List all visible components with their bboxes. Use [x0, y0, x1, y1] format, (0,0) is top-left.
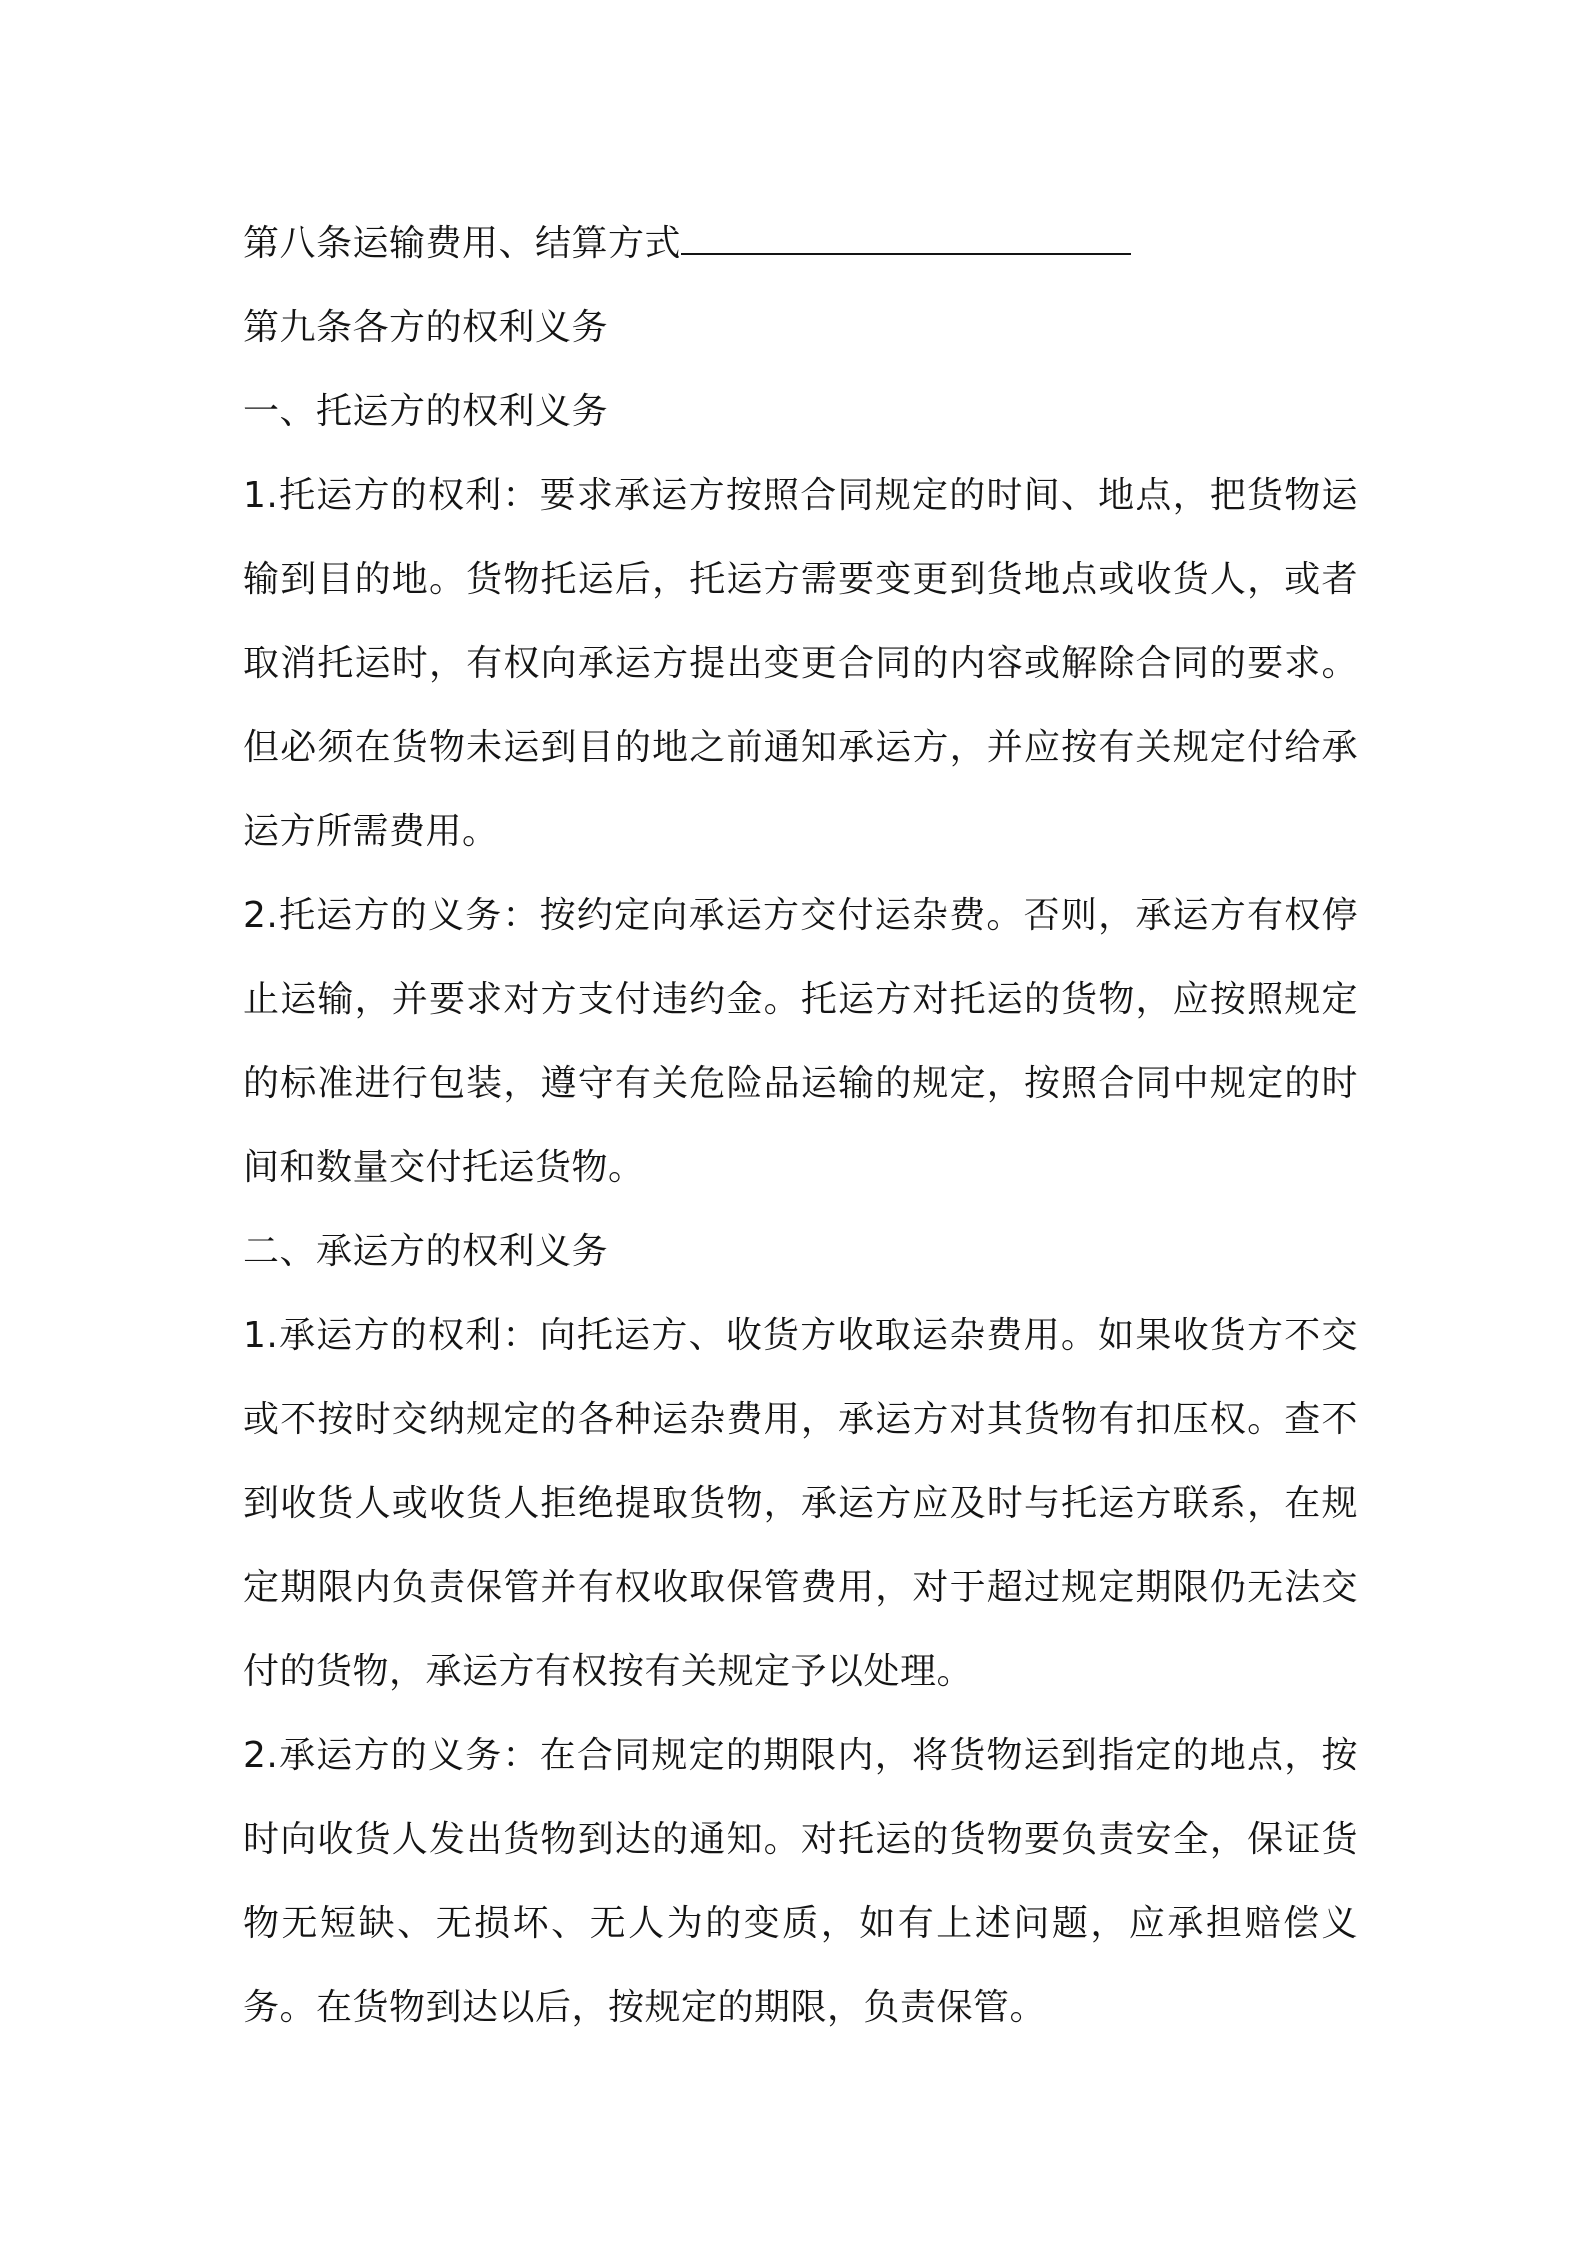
document-body	[243, 202, 1358, 2050]
article-8-line	[243, 202, 1358, 286]
shipper-obligations-paragraph: 2.托运方的义务：按约定向承运方交付运杂费。否则，承运方有权停止运输，并要求对方支付违约金。托运方对托运的货物，应按照规定的标准进行包装，遵守有关危险品运输的规定，按照合同中规定的时间和数量交付托运货物。	[243, 895, 1358, 1188]
settlement-blank-field	[681, 219, 1131, 255]
carrier-rights-paragraph: 1.承运方的权利：向托运方、收货方收取运杂费用。如果收货方不交或不按时交纳规定的各种运杂费用，承运方对其货物有扣压权。查不到收货人或收货人拒绝提取货物，承运方应及时与托运方联系，在规定期限内负责保管并有权收取保管费用，对于超过规定期限仍无法交付的货物，承运方有权按有关规定予以处理。	[243, 1315, 1358, 1692]
article-9-heading: 第九条各方的权利义务	[243, 307, 609, 348]
shipper-rights-paragraph: 1.托运方的权利：要求承运方按照合同规定的时间、地点，把货物运输到目的地。货物托运后，托运方需要变更到货地点或收货人，或者取消托运时，有权向承运方提出变更合同的内容或解除合同的要求。但必须在货物未运到目的地之前通知承运方，并应按有关规定付给承运方所需费用。	[243, 475, 1358, 852]
carrier-obligations-paragraph: 2.承运方的义务：在合同规定的期限内，将货物运到指定的地点，按时向收货人发出货物到达的通知。对托运的货物要负责安全，保证货物无短缺、无损坏、无人为的变质，如有上述问题，应承担赔偿义务。在货物到达以后，按规定的期限，负责保管。	[243, 1735, 1358, 2028]
article-8-label: 第八条运输费用、结算方式	[243, 223, 682, 264]
section-1-heading: 一、托运方的权利义务	[243, 391, 609, 432]
section-2-heading: 二、承运方的权利义务	[243, 1231, 609, 1272]
